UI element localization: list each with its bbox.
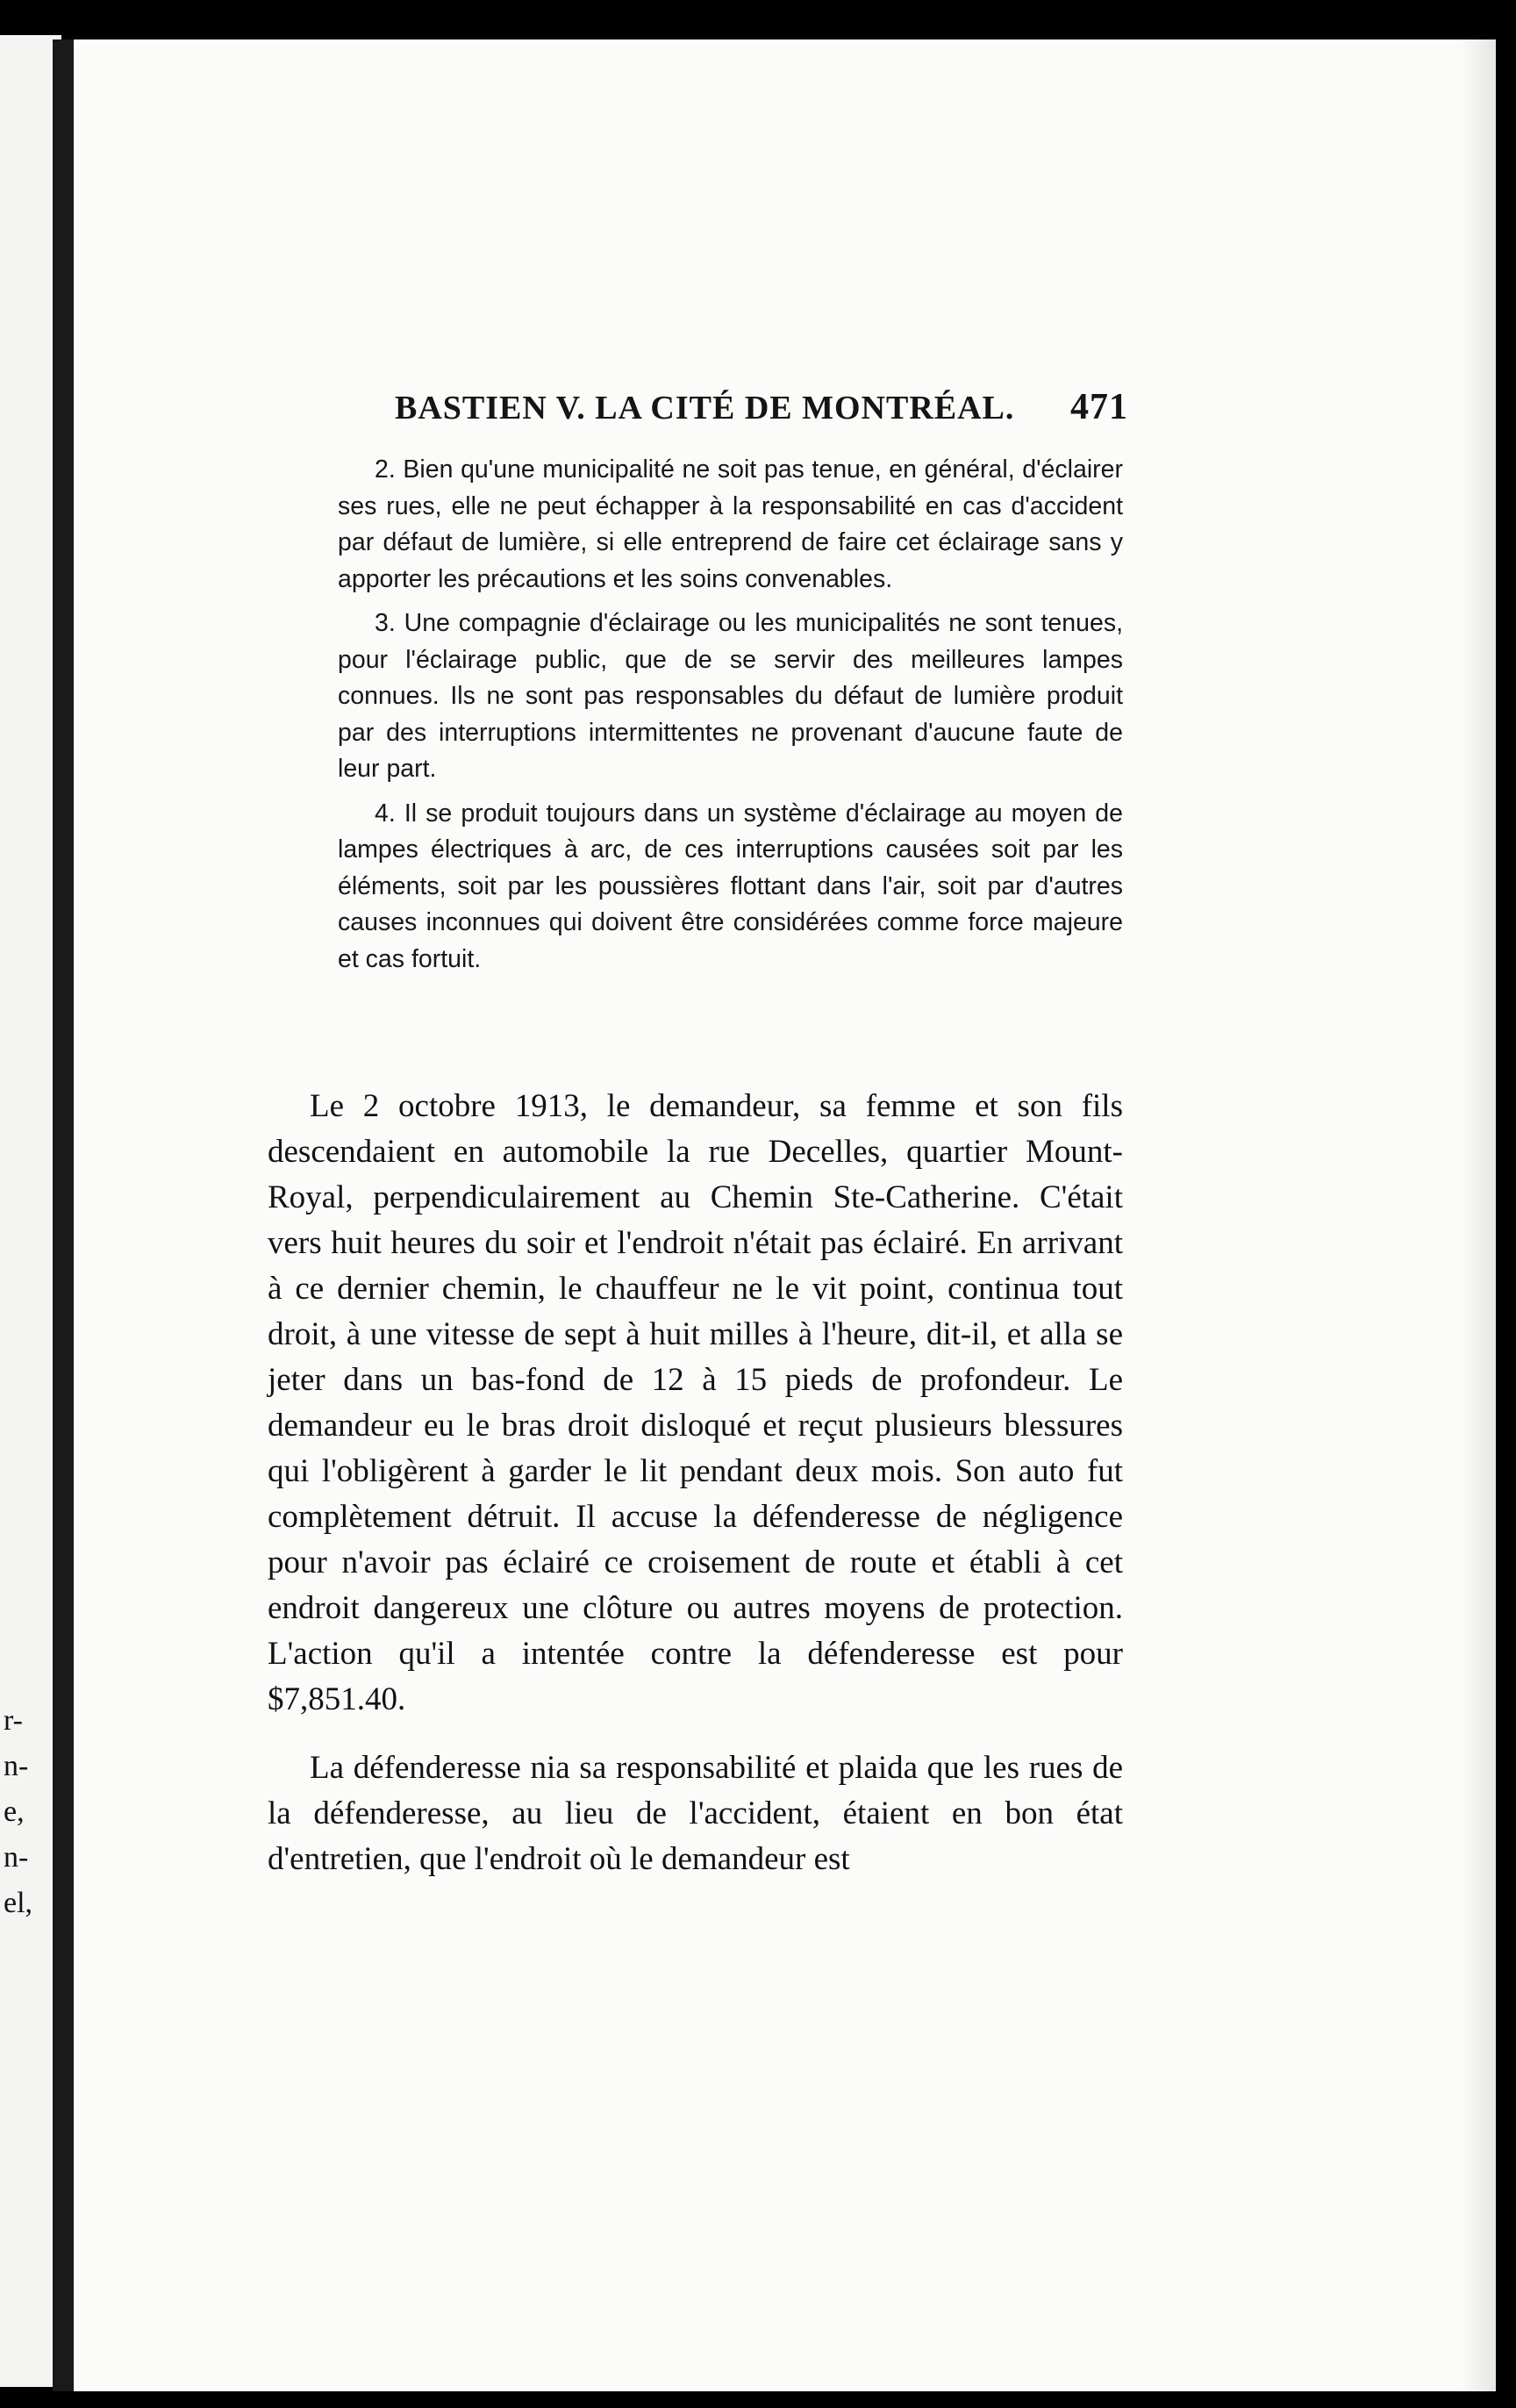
syllabus-paragraph: 2. Bien qu'une municipalité ne soit pas tenue, en général, d'éclairer ses rues, elle ne peut échapper à la responsabilité en cas d'accident par défaut de lumière, si elle entreprend de faire cet éclairage sans y apporter les précautions et les soins convenables. bbox=[338, 455, 1123, 593]
previous-page-fragments bbox=[4, 1698, 56, 1926]
page-edge-shading bbox=[1461, 39, 1496, 2391]
body-text bbox=[268, 1084, 1123, 1905]
running-head bbox=[395, 386, 1158, 428]
fragment-line: r- bbox=[4, 1704, 23, 1737]
syllabus-paragraph: 4. Il se produit toujours dans un système d'éclairage au moyen de lampes électriques à arc, de ces interruptions causées soit par les éléments, soit par les poussières flottant dans l'air, soit par d'autres causes inconnues qui doivent être considérées comme force majeure et cas fortuit. bbox=[338, 799, 1123, 973]
body-paragraph: La défenderesse nia sa responsabilité et plaida que les rues de la défenderesse, au lieu de l'accident, étaient en bon état d'entretien, que l'endroit où le demandeur est bbox=[268, 1750, 1123, 1877]
fragment-line: n- bbox=[4, 1841, 29, 1874]
running-head-title: BASTIEN V. LA CITÉ DE MONTRÉAL. bbox=[395, 390, 1015, 426]
fragment-line: e, bbox=[4, 1795, 25, 1828]
fragment-line: el, bbox=[4, 1887, 33, 1919]
page-number: 471 bbox=[1070, 387, 1128, 427]
body-paragraph: Le 2 octobre 1913, le demandeur, sa femme et son fils descendaient en automobile la rue Decelles, quartier Mount-Royal, perpendiculairement au Chemin Ste-Catherine. C'était vers huit heures du soir et l'endroit n'était pas éclairé. En arrivant à ce dernier chemin, le chauffeur ne le vit point, continua tout droit, à une vitesse de sept à huit milles à l'heure, dit-il, et alla se jeter dans un bas-fond de 12 à 15 pieds de profondeur. Le demandeur eu le bras droit disloqué et reçut plusieurs blessures qui l'obligèrent à garder le lit pendant deux mois. Son auto fut complètement détruit. Il accuse la défenderesse de négligence pour n'avoir pas éclairé ce croisement de route et établi à cet endroit dangereux une clôture ou autres moyens de protection. L'action qu'il a intentée contre la défenderesse est pour $7,851.40. bbox=[268, 1088, 1123, 1717]
syllabus-notes bbox=[338, 452, 1123, 985]
fragment-line: n- bbox=[4, 1750, 29, 1782]
syllabus-paragraph: 3. Une compagnie d'éclairage ou les municipalités ne sont tenues, pour l'éclairage public, que de se servir des meilleures lampes connues. Ils ne sont pas responsables du défaut de lumière produit par des interruptions intermittentes ne provenant d'aucune faute de leur part. bbox=[338, 609, 1123, 783]
